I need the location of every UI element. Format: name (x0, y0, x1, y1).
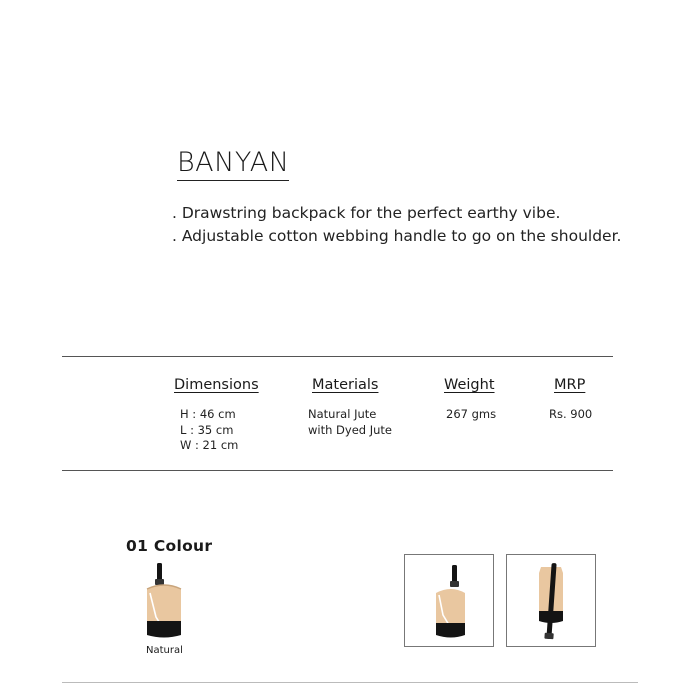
product-thumbnail-back[interactable] (506, 554, 596, 647)
spec-divider-bottom (62, 470, 613, 471)
feature-item: . Adjustable cotton webbing handle to go on the shoulder. (172, 227, 622, 245)
backpack-side-image (405, 555, 493, 646)
product-title: BANYAN (177, 148, 289, 181)
spec-materials-line: Natural Jute (308, 407, 377, 421)
colour-swatch-natural[interactable] (142, 563, 186, 639)
backpack-front-image (142, 563, 186, 639)
spec-materials-label: Materials (312, 377, 379, 393)
spec-mrp-value: Rs. 900 (549, 407, 593, 421)
colour-swatch-label: Natural (146, 645, 183, 656)
colour-count-heading: 01 Colour (126, 537, 213, 555)
spec-weight-label: Weight (444, 377, 495, 393)
spec-materials (308, 375, 393, 438)
spec-dimensions-height: H : 46 cm (180, 407, 236, 421)
feature-list (172, 202, 621, 248)
backpack-back-image (507, 555, 595, 646)
spec-mrp-label: MRP (554, 377, 586, 393)
spec-divider-top (62, 356, 613, 357)
spec-dimensions (174, 375, 259, 454)
spec-dimensions-width: W : 21 cm (180, 438, 239, 452)
spec-dimensions-length: L : 35 cm (180, 422, 234, 437)
spec-mrp (549, 375, 593, 423)
spec-dimensions-label: Dimensions (174, 377, 259, 393)
spec-weight-value: 267 gms (446, 407, 497, 421)
product-thumbnail-side[interactable] (404, 554, 494, 647)
spec-materials-line: with Dyed Jute (308, 422, 393, 437)
feature-item: . Drawstring backpack for the perfect earthy vibe. (172, 204, 561, 222)
spec-weight (444, 375, 496, 423)
footer-divider (62, 682, 638, 683)
